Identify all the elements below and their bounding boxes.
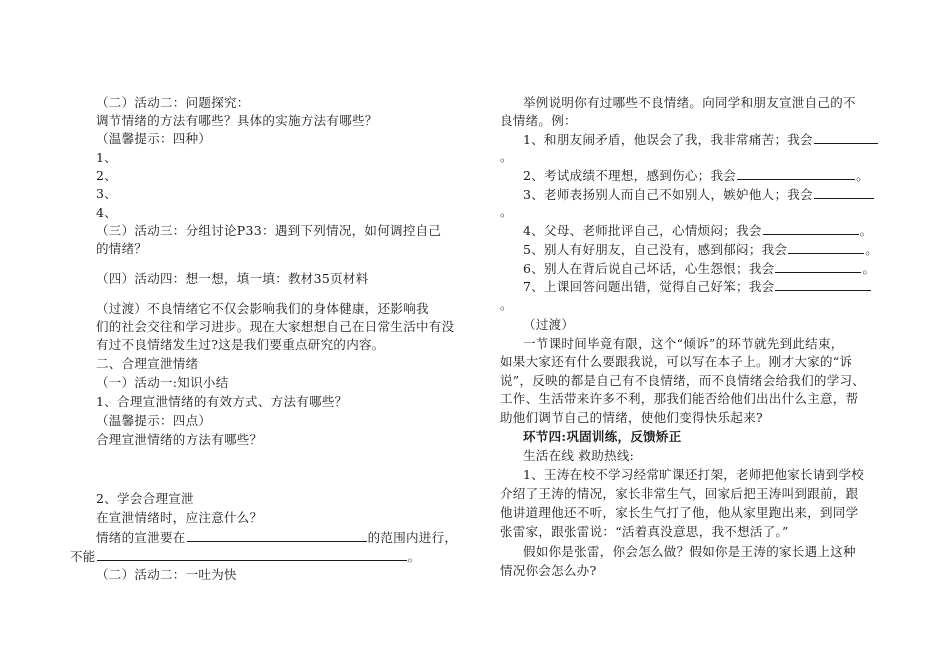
answer-blank[interactable]: [775, 260, 861, 273]
subsection-heading: 生活在线 救助热线:: [523, 448, 635, 463]
example-text: 7、上课回答问题出错，觉得自己好笨；我会: [523, 279, 775, 294]
transition-paragraph: 助他们调节自己的情绪，使他们变得快乐起来?: [500, 410, 764, 425]
question-text: 调节情绪的方法有哪些？具体的实施方法有哪些？: [96, 113, 378, 128]
section-heading: 环节四:巩固训练，反馈矫正: [523, 429, 682, 444]
question-text: 1、合理宣泄情绪的有效方式、方法有哪些？: [96, 394, 348, 409]
answer-blank[interactable]: [814, 131, 878, 144]
example-item: [523, 241, 878, 258]
activity-three-heading: （三）活动三：分组讨论P33：遇到下列情况，如何调控自己: [96, 223, 442, 238]
fill-blank-line: [96, 529, 457, 546]
case-paragraph: 他讲道理他还不听，家长生气打了他，他从家里跑出来，到同学: [500, 505, 859, 520]
list-item: 1、: [96, 150, 118, 165]
example-text: 1、和朋友闹矛盾，他误会了我，我非常痛苦；我会: [523, 132, 813, 147]
example-end: 。: [500, 297, 513, 312]
answer-blank[interactable]: [775, 278, 871, 291]
activity-two-heading: （二）活动二：问题探究：: [96, 95, 250, 110]
list-item: 4、: [96, 205, 118, 220]
example-text: 5、别人有好朋友，自己没有，感到郁闷；我会: [523, 242, 788, 257]
example-end: 。: [865, 242, 879, 257]
example-item: [523, 278, 872, 295]
example-text: 6、别人在背后说自己坏话，心生怨恨；我会: [523, 261, 775, 276]
fill-blank-prefix: 情绪的宣泄要在: [96, 530, 186, 545]
answer-blank[interactable]: [763, 222, 859, 235]
fill-blank-suffix: 的范围内进行，: [367, 530, 458, 545]
example-text: 2、考试成绩不理想，感到伤心；我会: [523, 168, 737, 183]
case-paragraph: 1、王涛在校不学习经常旷课还打架，老师把他家长请到学校: [523, 467, 865, 482]
transition-paragraph: （过渡）不良情绪它不仅会影响我们的身体健康，还影响我: [96, 301, 429, 316]
list-item: 2、: [96, 168, 118, 183]
instruction-text: 良情绪。例：: [500, 113, 577, 128]
example-item: [523, 167, 869, 184]
example-item: [523, 222, 872, 239]
example-end: 。: [859, 223, 873, 238]
example-end: 。: [500, 149, 513, 164]
example-text: 3、老师表扬别人而自己不如别人，嫉妒他人；我会: [523, 187, 813, 202]
list-item: 3、: [96, 186, 118, 201]
transition-paragraph: 说”，反映的都是自己有不良情绪，而不良情绪会给我们的学习、: [500, 373, 866, 388]
case-question: 情况你会怎么办?: [500, 563, 597, 578]
activity-three-continued: 的情绪？: [96, 241, 148, 256]
example-item: [523, 131, 879, 148]
transition-paragraph: 工作、生活带来许多不利，那我们能否给他们出出什么主意，帮: [500, 391, 859, 406]
subsection-heading: 2、学会合理宣泄: [96, 491, 194, 506]
transition-paragraph: 有过不良情绪发生过?这是我们要重点研究的内容。: [96, 337, 385, 352]
transition-label: （过渡）: [523, 317, 575, 332]
example-end: 。: [500, 204, 513, 219]
activity-two-heading: （二）活动二：一吐为快: [96, 567, 237, 582]
transition-paragraph: 如果大家还有什么要跟我说，可以写在本子上。刚才大家的“诉: [500, 354, 853, 369]
activity-four-heading: （四）活动四：想一想，填一填：教材35页材料: [96, 271, 369, 286]
fill-blank-prefix: 不能: [70, 549, 96, 564]
example-item: [523, 260, 875, 277]
answer-blank[interactable]: [814, 186, 874, 199]
example-text: 4、父母、老师批评自己，心情烦闷；我会: [523, 223, 762, 238]
answer-blank[interactable]: [788, 241, 864, 254]
transition-paragraph: 一节课时间毕竟有限，这个“倾诉”的环节就先到此结束，: [523, 336, 844, 351]
question-text: 合理宣泄情绪的方法有哪些？: [96, 432, 263, 447]
hint-text: （温馨提示：四点）: [96, 413, 212, 428]
case-question: 假如你是张雷，你会怎么做？假如你是王涛的家长遇上这种: [523, 544, 856, 559]
example-end: 。: [862, 261, 876, 276]
answer-blank[interactable]: [97, 548, 407, 561]
answer-blank[interactable]: [187, 529, 367, 542]
instruction-text: 举例说明你有过哪些不良情绪。向同学和朋友宣泄自己的不: [523, 95, 856, 110]
fill-blank-line: [70, 548, 420, 565]
section-heading: 二、合理宣泄情绪: [96, 356, 199, 371]
transition-paragraph: 们的社会交往和学习进步。现在大家想想自己在日常生活中有没: [96, 319, 455, 334]
activity-one-heading: （一）活动一:知识小结: [96, 375, 229, 390]
hint-text: （温馨提示：四种）: [96, 131, 212, 146]
fill-blank-suffix: 。: [407, 549, 421, 564]
answer-blank[interactable]: [737, 167, 855, 180]
example-end: 。: [856, 168, 869, 183]
case-paragraph: 张雷家，跟张雷说：“活着真没意思，我不想活了。”: [500, 524, 789, 539]
case-paragraph: 介绍了王涛的情况，家长非常生气，回家后把王涛叫到跟前，跟: [500, 486, 859, 501]
example-item: [523, 186, 875, 203]
question-text: 在宣泄情绪时，应注意什么？: [96, 510, 263, 525]
